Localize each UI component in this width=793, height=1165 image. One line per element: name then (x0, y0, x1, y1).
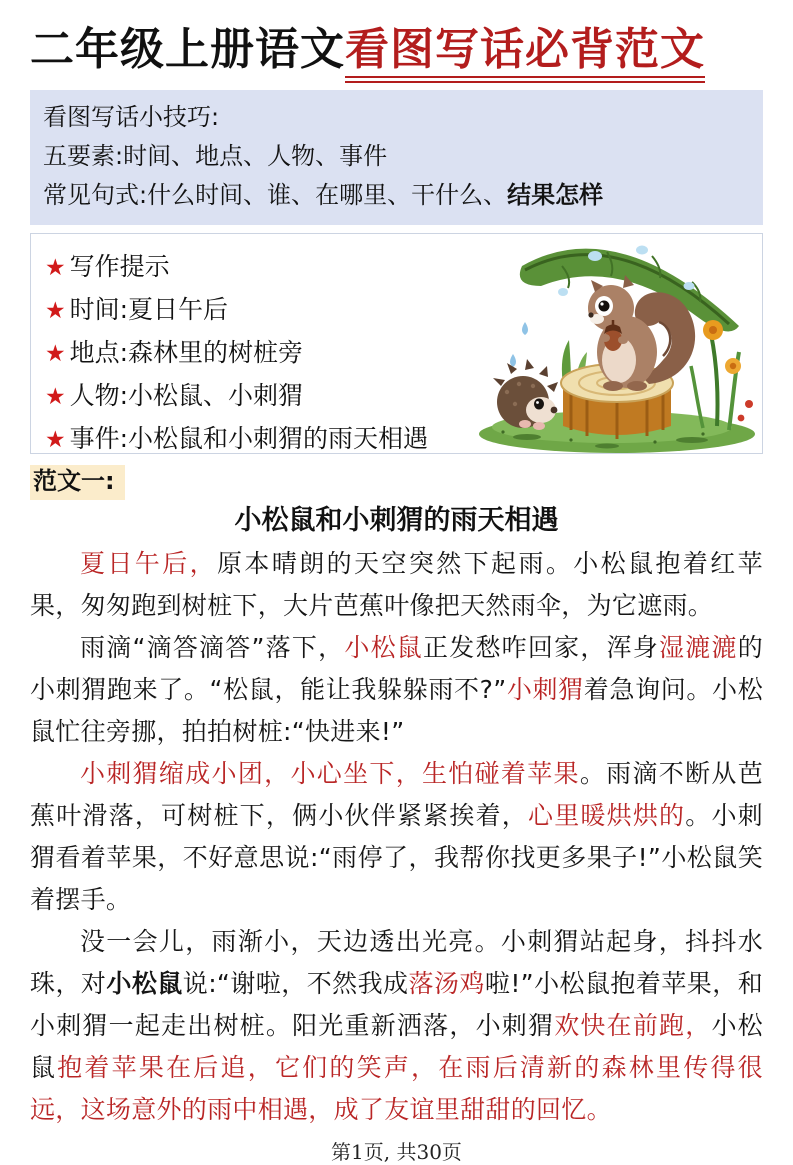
star-icon: ★ (45, 384, 66, 410)
star-icon: ★ (45, 341, 66, 367)
body-text-run: 。小刺猬看着苹果，不好意思说:“雨停了，我帮你找更多果子!”小松鼠笑着摆手。 (30, 800, 763, 914)
essay-paragraph (30, 543, 763, 627)
body-text-run: 正发愁咋回家，浑身 (423, 632, 660, 662)
essay-paragraph (30, 921, 763, 1131)
prompt-item-label: 时间:夏日午后 (69, 295, 229, 324)
prompt-star-item (45, 246, 467, 289)
page-title-red-part: 看图写话必背范文 (345, 24, 705, 83)
star-icon: ★ (45, 298, 66, 324)
body-text-run: 的小刺猬跑来了。“松鼠，能让我躲躲雨不?” (30, 632, 763, 704)
page-title-black-part: 二年级上册语文 (30, 24, 345, 75)
prompt-star-item (45, 332, 467, 375)
body-text-run: 原本晴朗的天空突然下起雨。小松鼠抱着红苹果，匆匆跑到树桩下，大片芭蕉叶像把天然雨伞，为它遮雨。 (30, 548, 763, 620)
prompt-star-item (45, 375, 467, 418)
body-text-run: 说:“谢啦，不然我成 (182, 968, 409, 998)
tips-line (43, 98, 750, 137)
squirrel-hedgehog-illustration (467, 234, 762, 453)
prompt-item-label: 人物:小松鼠、小刺猬 (69, 381, 304, 410)
essay-label: 范文一: (30, 465, 125, 500)
highlighted-red-text: 心里暖烘烘的 (528, 800, 686, 830)
highlighted-red-text: 夏日午后， (80, 548, 218, 578)
highlighted-red-text: 湿漉漉 (659, 632, 738, 662)
tips-line (43, 176, 750, 215)
essay-paragraph (30, 627, 763, 753)
essay-title: 小松鼠和小刺猬的雨天相遇 (234, 504, 559, 536)
highlighted-red-text: 小松鼠 (344, 632, 424, 662)
highlighted-red-text: 抱着苹果在后追，它们的笑声，在雨后清新的森林里传得很远，这场意外的雨中相遇，成了友谊里甜甜的回忆。 (30, 1052, 763, 1124)
prompt-star-item (45, 289, 467, 332)
body-text-run: 看图写话小技巧: (43, 103, 220, 131)
page-title (30, 0, 763, 77)
tips-box (30, 90, 763, 225)
highlighted-red-text: 落汤鸡 (408, 968, 485, 998)
prompt-star-list (31, 234, 467, 453)
body-text-run: 没一会儿，雨渐小，天边透出光亮。小刺猬站起身，抖抖水珠，对 (30, 926, 763, 998)
prompt-star-item (45, 418, 467, 461)
body-text-run: 五要素:时间、地点、人物、事件 (43, 142, 388, 170)
star-icon: ★ (45, 427, 66, 453)
star-icon: ★ (45, 255, 66, 281)
body-text-run: 着急询问。小松鼠忙往旁挪，拍拍树桩:“快进来!” (30, 674, 763, 746)
body-text-run: 啦!”小松鼠抱着苹果，和小刺猬一起走出树桩。阳光重新洒落，小刺猬 (30, 968, 764, 1040)
page-number: 第1页, 共30页 (331, 1139, 462, 1164)
body-text-run: 常见句式:什么时间、谁、在哪里、干什么、 (43, 181, 508, 209)
prompt-item-label: 地点:森林里的树桩旁 (69, 338, 304, 367)
highlighted-red-text: 小刺猬缩成小团，小心坐下，生怕碰着苹果 (80, 758, 580, 788)
prompt-item-label: 事件:小松鼠和小刺猬的雨天相遇 (69, 424, 429, 453)
body-text-run: 小松鼠 (106, 969, 183, 998)
highlighted-red-text: 欢快在前跑， (554, 1010, 712, 1040)
body-text-run: 小松鼠 (30, 1010, 763, 1082)
essay-body (30, 543, 763, 1131)
body-text-run: 。雨滴不断从芭蕉叶滑落，可树桩下，俩小伙伴紧紧挨着， (30, 758, 764, 830)
highlighted-red-text: 小刺猬 (506, 674, 584, 704)
prompt-item-label: 写作提示 (69, 252, 170, 281)
body-text-run: 结果怎样 (507, 182, 604, 209)
tips-line (43, 137, 750, 176)
body-text-run: 雨滴“滴答滴答”落下， (80, 632, 345, 662)
writing-prompt-box (30, 233, 763, 454)
essay-paragraph (30, 753, 763, 921)
